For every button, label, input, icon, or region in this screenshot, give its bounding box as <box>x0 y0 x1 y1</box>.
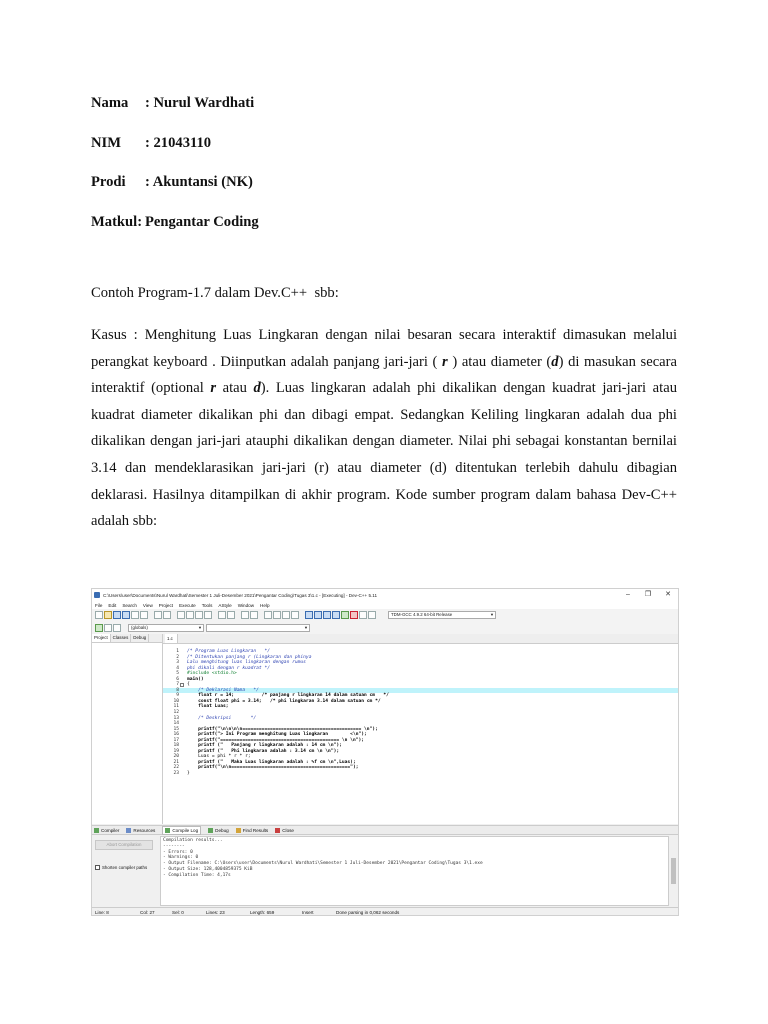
tab-find-results-label: Find Results <box>242 827 269 833</box>
tab-compiler-label: Compiler <box>101 827 120 833</box>
check-syntax-icon[interactable] <box>341 611 349 619</box>
code-text: Lalu menghitung luas lingkaran dengan rumus <box>187 660 306 666</box>
nama-label: Nama <box>91 95 129 111</box>
menu-file[interactable]: File <box>95 602 103 608</box>
status-line: Line: 8 <box>95 910 109 915</box>
new-file-icon[interactable] <box>95 611 103 619</box>
close-icon <box>275 828 280 833</box>
line-number: 23 <box>173 771 179 777</box>
code-text: /* Deskripsi */ <box>187 715 257 721</box>
code-text: Luas = phi * r * r; <box>187 754 251 760</box>
menu-edit[interactable]: Edit <box>108 602 117 608</box>
matkul-value: Pengantar Coding <box>145 214 259 230</box>
code-line <box>163 771 679 777</box>
case-paragraph <box>91 322 677 535</box>
status-mode: Insert <box>302 910 314 915</box>
code-text: { <box>187 682 190 688</box>
insert-icon[interactable] <box>95 624 103 632</box>
stop-execution-icon[interactable] <box>350 611 358 619</box>
bookmark-icon[interactable] <box>113 624 121 632</box>
line-number: 3 <box>176 660 179 666</box>
code-editor[interactable] <box>163 634 679 824</box>
compile-controls <box>92 835 160 907</box>
devcpp-app-icon <box>94 592 100 598</box>
line-number: 12 <box>173 710 179 716</box>
code-text: printf("\n\n\n\n=========================================== \n"); <box>187 726 378 732</box>
line-number: 5 <box>176 671 179 677</box>
find-results-icon <box>236 828 241 833</box>
line-number: 4 <box>176 665 179 671</box>
tab-close-label: Close <box>282 827 294 833</box>
profile-icon[interactable] <box>359 611 367 619</box>
save-all-icon[interactable] <box>122 611 130 619</box>
menu-project[interactable]: Project <box>158 602 174 608</box>
chevron-down-icon: ▼ <box>304 625 308 630</box>
menu-help[interactable]: Help <box>260 602 270 608</box>
maximize-icon[interactable]: ❐ <box>644 591 652 598</box>
line-number: 11 <box>173 704 179 710</box>
para-part-4: atau <box>216 380 254 397</box>
goto-bookmark-icon[interactable] <box>250 611 258 619</box>
matkul-row <box>91 214 259 231</box>
minimize-icon[interactable]: – <box>626 591 630 598</box>
para-d-2: d <box>253 380 261 397</box>
line-number: 1 <box>176 649 179 654</box>
prodi-label: Prodi <box>91 174 126 190</box>
code-text: /* Program Luas Lingkaran */ <box>187 649 270 654</box>
compiler-select-value: TDM-GCC 4.9.2 64-bit Release <box>391 612 453 617</box>
code-text: printf("\n\n==========================================="); <box>187 765 359 771</box>
line-number: 7 <box>176 682 179 688</box>
find-icon[interactable] <box>177 611 185 619</box>
main-toolbar <box>92 609 678 623</box>
compile-log[interactable] <box>160 836 670 906</box>
log-scrollbar[interactable] <box>668 836 678 906</box>
log-line: - Errors: 0 <box>163 849 193 855</box>
status-sel: Sel: 0 <box>172 910 184 915</box>
code-text: printf("=========================================== \n \n"); <box>187 737 365 743</box>
status-parse: Done parsing in 0,062 seconds <box>336 910 400 915</box>
open-folder-icon[interactable] <box>104 611 112 619</box>
menu-view[interactable]: View <box>142 602 153 608</box>
project-panel-tabs <box>92 634 162 643</box>
menu-astyle[interactable]: AStyle <box>218 602 232 608</box>
replace-icon[interactable] <box>186 611 194 619</box>
log-line: Compilation results... <box>163 838 223 843</box>
code-text: } <box>187 771 190 777</box>
chevron-down-icon: ▼ <box>490 612 494 617</box>
tab-compile-log-label: Compile Log <box>172 827 199 833</box>
tab-debug-output[interactable] <box>208 828 229 833</box>
devcpp-screenshot <box>91 588 679 916</box>
shorten-paths-label: Shorten compiler paths <box>102 865 148 870</box>
tab-classes[interactable]: Classes <box>111 634 132 642</box>
tab-close[interactable] <box>275 828 294 833</box>
rebuild-all-icon[interactable] <box>332 611 340 619</box>
code-text: /* Deklarasi Nama */ <box>187 687 259 693</box>
code-text: printf (" Panjang r lingkaran adalah : 14 cm \n"); <box>187 743 342 749</box>
status-bar <box>92 907 678 916</box>
save-icon[interactable] <box>113 611 121 619</box>
line-number: 13 <box>173 715 179 721</box>
matkul-label: Matkul: <box>91 214 143 230</box>
project-panel <box>92 634 163 824</box>
line-number: 20 <box>173 754 179 760</box>
project-options-icon[interactable] <box>291 611 299 619</box>
editor-tab-file[interactable]: 1.c <box>165 634 178 643</box>
compile-icon[interactable] <box>305 611 313 619</box>
menu-search[interactable]: Search <box>122 602 137 608</box>
log-line: - Output Filename: C:\Users\user\Documents\Nurul Wardhati\Semester 1 Juli-Desember 2021\Pengantar Coding\Tugas 3\1.exe <box>163 861 483 867</box>
tab-compile-log[interactable] <box>162 826 201 835</box>
abort-compilation-button[interactable]: Abort Compilation <box>95 840 153 850</box>
menu-execute[interactable]: Execute <box>179 602 196 608</box>
line-number: 18 <box>173 743 179 749</box>
code-text: phi dikali dengan r kuadrat */ <box>187 665 270 671</box>
para-part-1: Kasus : Menghitung Luas Lingkaran dengan nilai besaran secara interaktif dimasukan melalui perangkat keyboard . Diinputkan adalah panjang jari-jari ( <box>91 327 677 370</box>
print-icon[interactable] <box>140 611 148 619</box>
intro-line: Contoh Program-1.7 dalam Dev.C++ sbb: <box>91 285 339 301</box>
para-r-2: r <box>210 380 217 397</box>
resources-icon <box>126 828 131 833</box>
para-r-1: r <box>442 353 448 370</box>
nama-value: : Nurul Wardhati <box>145 95 255 111</box>
editor-tabs <box>163 634 679 644</box>
globals-select[interactable] <box>128 624 204 632</box>
undo-icon[interactable] <box>154 611 162 619</box>
compile-run-icon[interactable] <box>323 611 331 619</box>
line-number: 21 <box>173 759 179 765</box>
line-number: 14 <box>173 721 179 727</box>
unindent-icon[interactable] <box>227 611 235 619</box>
line-number: 17 <box>173 737 179 743</box>
globals-select-value: (globals) <box>131 625 148 630</box>
tab-compiler[interactable] <box>94 828 119 833</box>
code-text: const float phi = 3.14; /* phi lingkaran 3.14 dalam satuan cm */ <box>187 698 381 704</box>
output-tabs <box>92 825 678 835</box>
code-text: float Luas; <box>187 704 229 710</box>
code-text: main() <box>187 676 204 682</box>
check-icon <box>208 828 213 833</box>
line-number: 15 <box>173 726 179 732</box>
function-select[interactable] <box>206 624 310 632</box>
redo-icon[interactable] <box>163 611 171 619</box>
log-line: -------- <box>163 843 185 849</box>
line-number: 9 <box>176 693 179 699</box>
find-next-icon[interactable] <box>195 611 203 619</box>
status-length: Length: 659 <box>250 910 275 915</box>
line-number: 2 <box>176 654 179 660</box>
tab-find-results[interactable] <box>236 828 269 833</box>
para-part-3: ) di masukan secara interaktif (optional <box>91 353 678 397</box>
tab-resources[interactable] <box>126 828 155 833</box>
fold-icon[interactable] <box>180 683 184 687</box>
toggle-comment-icon[interactable] <box>104 624 112 632</box>
tab-resources-label: Resources <box>133 827 156 833</box>
ide-menu-bar <box>92 601 678 609</box>
status-col: Col: 27 <box>140 910 155 915</box>
close-file-icon[interactable] <box>131 611 139 619</box>
project-new-icon[interactable] <box>264 611 272 619</box>
log-line: - Compilation Time: 4,17s <box>163 872 231 878</box>
toggle-bookmark-icon[interactable] <box>241 611 249 619</box>
nama-row <box>91 95 254 112</box>
line-number: 19 <box>173 748 179 754</box>
project-remove-icon[interactable] <box>282 611 290 619</box>
code-lines <box>163 649 679 777</box>
para-part-5: ). Luas lingkaran adalah phi dikalikan dengan kuadrat jari-jari atau kuadrat diameter dikalikan phi dan dibagi empat. Sedangkan Keliling lingkaran adalah dua phi dikalikan dengan jari-jari atauphi dikalikan dengan diameter. Nilai phi sebagai konstantan bernilai 3.14 dan mendeklarasikan jari-jari (r) atau diameter (d) ditentukan terlebih dahulu dibagian deklarasi. Hasilnya ditampilkan di akhir program. Kode sumber program dalam bahasa Dev-C++ adalah sbb: <box>91 380 677 530</box>
window-controls <box>618 589 678 601</box>
nim-label: NIM <box>91 135 121 151</box>
log-scrollbar-thumb[interactable] <box>671 858 676 884</box>
code-text: printf("> Ini Program menghitung Luas lingkaran <\n"); <box>187 732 367 738</box>
chevron-down-icon: ▼ <box>198 625 202 630</box>
shorten-paths-option[interactable] <box>95 865 147 870</box>
run-icon[interactable] <box>314 611 322 619</box>
code-text: #include <stdio.h> <box>187 671 237 677</box>
line-number: 8 <box>176 687 179 693</box>
tab-debug[interactable]: Debug <box>131 634 149 642</box>
para-d-1: d <box>551 353 559 370</box>
menu-tools[interactable]: Tools <box>201 602 213 608</box>
code-text: printf (" Maka Luas lingkaran adalah : %f cm \n",Luas); <box>187 759 356 765</box>
line-number: 16 <box>173 732 179 738</box>
code-text: printf (" Phi lingkaran adalah : 3.14 cm \n \n"); <box>187 748 340 754</box>
chart-icon <box>165 828 170 833</box>
para-part-2: ) atau diameter ( <box>447 353 552 370</box>
prodi-row <box>91 174 253 191</box>
indent-icon[interactable] <box>218 611 226 619</box>
goto-line-icon[interactable] <box>204 611 212 619</box>
debug-icon[interactable] <box>368 611 376 619</box>
close-icon[interactable]: ✕ <box>665 591 671 598</box>
shorten-paths-checkbox[interactable] <box>95 865 100 870</box>
log-line: - Warnings: 0 <box>163 855 199 861</box>
prodi-value: : Akuntansi (NK) <box>145 174 253 190</box>
nim-value: : 21043110 <box>145 135 212 151</box>
tab-debug-output-label: Debug <box>215 827 229 833</box>
log-line: - Output Size: 128,4004859375 KiB <box>163 866 253 872</box>
code-text: /* Ditentukan panjang r (Lingkaran dan phinya <box>187 654 312 660</box>
code-text: float r = 14; /* panjang r lingkaran 14 dalam satuan cm */ <box>187 693 389 699</box>
grid-icon <box>94 828 99 833</box>
compiler-select[interactable] <box>388 611 496 619</box>
line-number: 22 <box>173 765 179 771</box>
nim-row <box>91 135 211 152</box>
line-number: 10 <box>173 698 179 704</box>
line-number: 6 <box>176 676 179 682</box>
tab-project[interactable]: Project <box>92 634 111 642</box>
ide-title: C:\Users\user\Documents\Nurul Wardhati\Semester 1 Juli-Desember 2021\Pengantar Coding\Tugas 3\1.c - [Executing] - Dev-C++ 5.11 <box>103 592 378 598</box>
status-lines: Lines: 23 <box>206 910 225 915</box>
ide-title-bar <box>92 589 678 601</box>
project-add-icon[interactable] <box>273 611 281 619</box>
menu-window[interactable]: Window <box>237 602 255 608</box>
